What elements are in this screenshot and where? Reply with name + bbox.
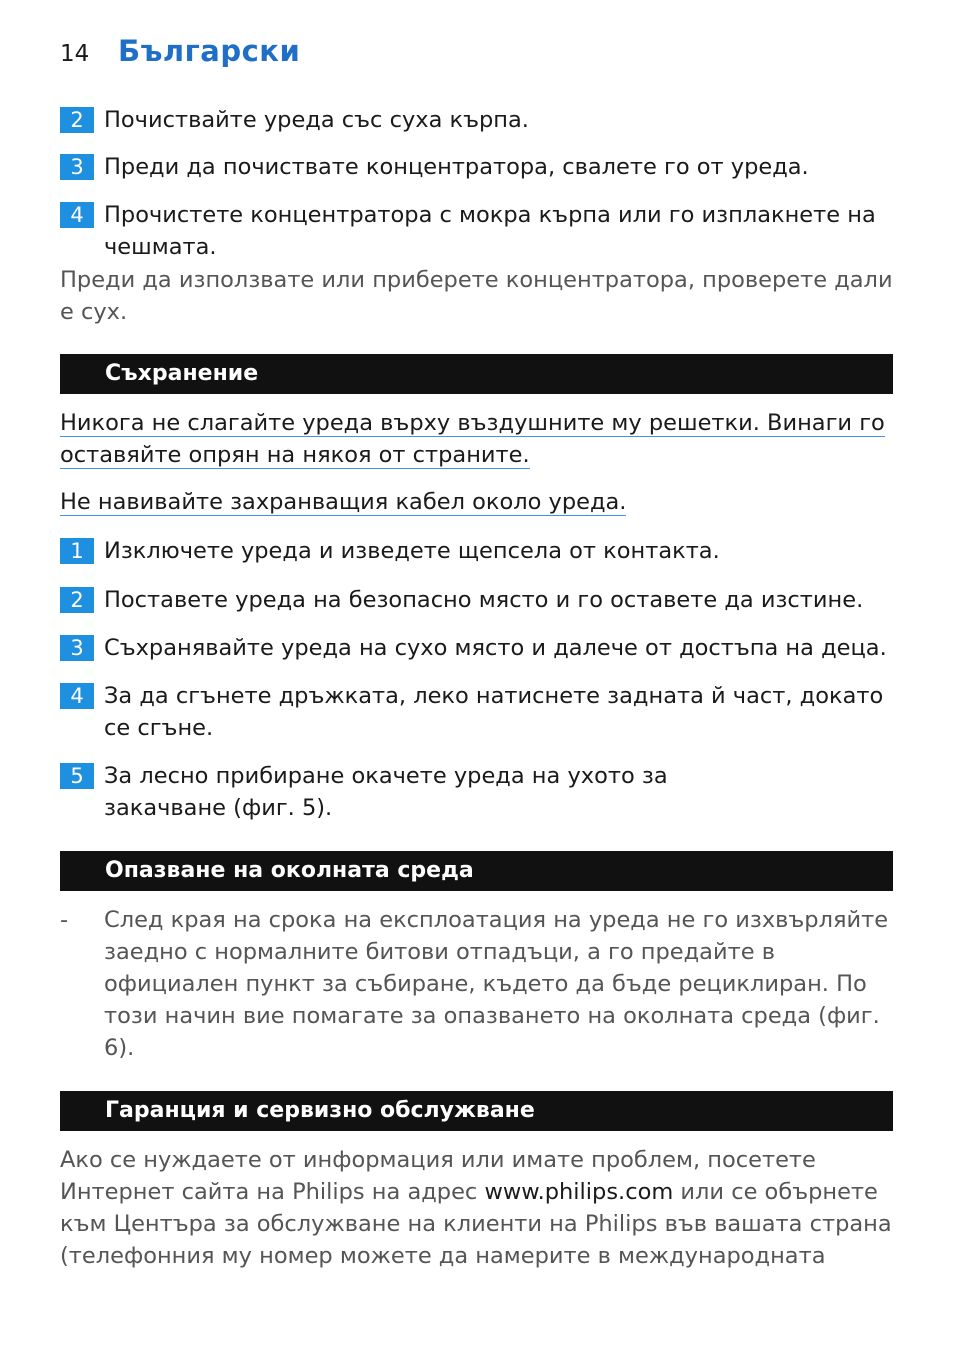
storage-warning-1: [60, 407, 900, 471]
step-text: Съхранявайте уреда на сухо място и далече от достъпа на деца.: [104, 635, 887, 661]
warning-text: Не навивайте захранващия кабел около уреда.: [60, 489, 627, 515]
cleaning-step-4: [60, 199, 900, 263]
cleaning-step-2: [60, 104, 900, 136]
storage-step-2: [60, 584, 900, 616]
step-text: Изключете уреда и изведете щепсела от контакта.: [104, 538, 720, 564]
step-text: Поставете уреда на безопасно място и го оставете да изстине.: [104, 587, 864, 613]
step-number-badge: 3: [60, 635, 94, 661]
warning-text: Никога не слагайте уреда върху въздушните му решетки. Винаги го оставяйте опрян на някоя от страните.: [60, 410, 885, 468]
step-number-badge: 2: [60, 107, 94, 133]
step-number-badge: 1: [60, 538, 94, 564]
step-number-badge: 4: [60, 683, 94, 709]
section-header-guarantee: [60, 1091, 893, 1131]
step-number-badge: 4: [60, 202, 94, 228]
section-title: Опазване на околната среда: [105, 858, 474, 883]
storage-step-1: [60, 535, 900, 567]
step-number-badge: 3: [60, 154, 94, 180]
step-text: Почиствайте уреда със суха кърпа.: [104, 107, 529, 133]
section-header-environment: [60, 851, 893, 891]
page-number: 14: [60, 41, 90, 67]
step-text: Преди да почиствате концентратора, свалете го от уреда.: [104, 154, 809, 180]
cleaning-note: Преди да използвате или приберете концентратора, проверете дали е сух.: [60, 267, 893, 325]
storage-step-3: [60, 632, 900, 664]
step-number-badge: 2: [60, 587, 94, 613]
step-text: За да сгънете дръжката, леко натиснете задната й част, докато се сгъне.: [104, 683, 884, 741]
guarantee-text-before: Ако се нуждаете от информация или имате проблем, посетете Интернет сайта на Philips на адрес: [60, 1147, 816, 1205]
storage-step-5: [60, 760, 700, 824]
bullet-dash: -: [60, 907, 69, 933]
step-number-badge: 5: [60, 763, 94, 789]
storage-step-4: [60, 680, 900, 744]
bullet-text: След края на срока на експлоатация на уреда не го изхвърляйте заедно с нормалните битови отпадъци, а го предайте в официален пункт за събиране, където да бъде рециклиран. По този начин вие помагате за опазването на околната среда (фиг. 6).: [104, 907, 889, 1061]
step-text: За лесно прибиране окачете уреда на ухото за закачване (фиг. 5).: [104, 763, 668, 821]
storage-warning-2: [60, 486, 900, 518]
cleaning-step-3: [60, 151, 900, 183]
section-header-storage: [60, 354, 893, 394]
step-text: Прочистете концентратора с мокра кърпа или го изплакнете на чешмата.: [104, 202, 876, 260]
language-title: Български: [118, 34, 301, 68]
guarantee-text: [60, 1144, 895, 1272]
section-title: Гаранция и сервизно обслужване: [105, 1098, 535, 1123]
philips-website-link[interactable]: www.philips.com: [484, 1179, 674, 1205]
environment-bullet: [60, 904, 890, 1064]
guarantee-text-after: или се обърнете към Центъра за обслужване на клиенти на Philips във вашата страна (телефонния му номер можете да намерите в международната: [60, 1179, 892, 1269]
section-title: Съхранение: [105, 361, 259, 386]
